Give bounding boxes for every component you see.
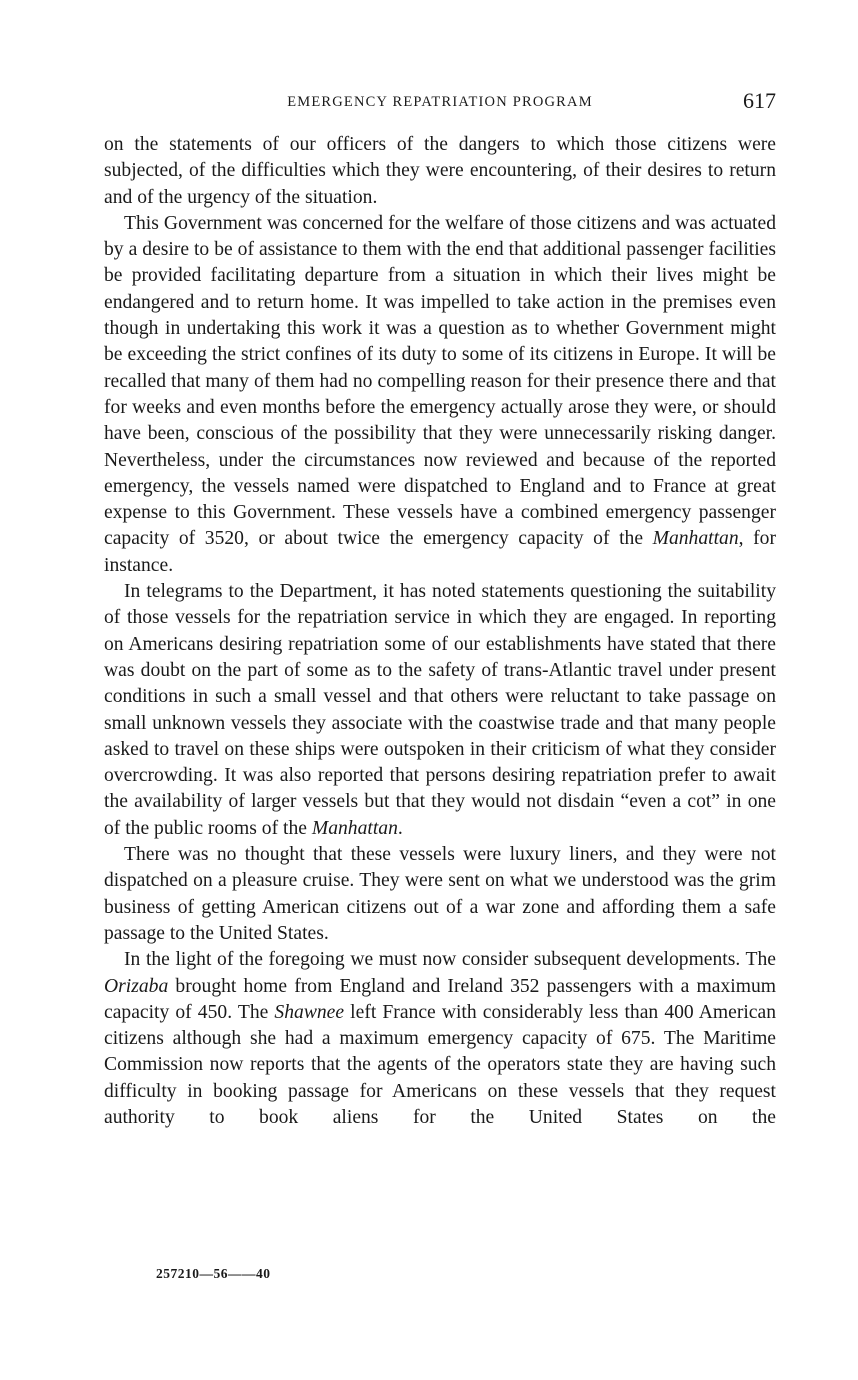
- paragraph-4: There was no thought that these vessels were luxury liners, and they were not dispatched on a pleasure cruise. They were sent on what we understood was the grim business of getting American citizens out of a war zone and affording them a safe passage to the United States.: [104, 844, 776, 944]
- paragraph-3: In telegrams to the Department, it has noted statements questioning the suitability of those vessels for the repatriation service in which they are engaged. In reporting on Americans desiring repatriation some of our establishments have stated that there was doubt on the part of some as to the safety of trans-Atlantic travel under present conditions in such a small vessel and that others were reluctant to take passage on small unknown vessels they associate with the coastwise trade and that many people asked to travel on these ships were outspoken in their criticism of what they consider overcrowding. It was also reported that persons desiring repatriation prefer to await the availability of larger vessels but that they would not disdain “even a cot” in one of the public rooms of the Manhattan.: [104, 581, 776, 839]
- paragraph-5: In the light of the foregoing we must now consider subsequent developments. The Orizaba brought home from England and Ireland 352 passengers with a maximum capacity of 450. The Shawnee left France with considerably less than 400 American citizens although she had a maximum emergency capacity of 675. The Maritime Commission now reports that the agents of the operators state they are having such difficulty in booking passage for Americans on these vessels that they request authority to book aliens for the United States on the: [104, 949, 776, 1128]
- ship-name: Shawnee: [274, 1001, 345, 1023]
- page-header: [104, 88, 776, 120]
- ship-name: Manhattan: [652, 528, 739, 550]
- printer-signature: 257210—56——40: [156, 1266, 271, 1281]
- page-number: 617: [743, 88, 776, 113]
- paragraph-1: on the statements of our officers of the dangers to which those citizens were subjected, of the difficulties which they were encountering, of their desires to return and of the urgency of the situation.: [104, 134, 776, 208]
- ship-name: Manhattan: [311, 817, 398, 839]
- body-text: [104, 132, 776, 1131]
- paragraph-2: This Government was concerned for the welfare of those citizens and was actuated by a desire to be of assistance to them with the end that additional passenger facilities be provided facilitating departure from a situation in which their lives might be endangered and to return home. It was impelled to take action in the premises even though in undertaking this work it was a question as to whether Government might be exceeding the strict confines of its duty to some of its citizens in Europe. It will be recalled that many of them had no compelling reason for their presence there and that for weeks and even months before the emergency actually arose they were, or should have been, conscious of the possibility that they were unnecessarily risking danger. Nevertheless, under the circumstances now reviewed and because of the reported emergency, the vessels named were dispatched to England and to France at great expense to this Government. These vessels have a combined emergency passenger capacity of 3520, or about twice the emergency capacity of the Manhattan, for instance.: [104, 212, 776, 576]
- running-head: EMERGENCY REPATRIATION PROGRAM: [287, 94, 593, 110]
- ship-name: Orizaba: [104, 975, 169, 997]
